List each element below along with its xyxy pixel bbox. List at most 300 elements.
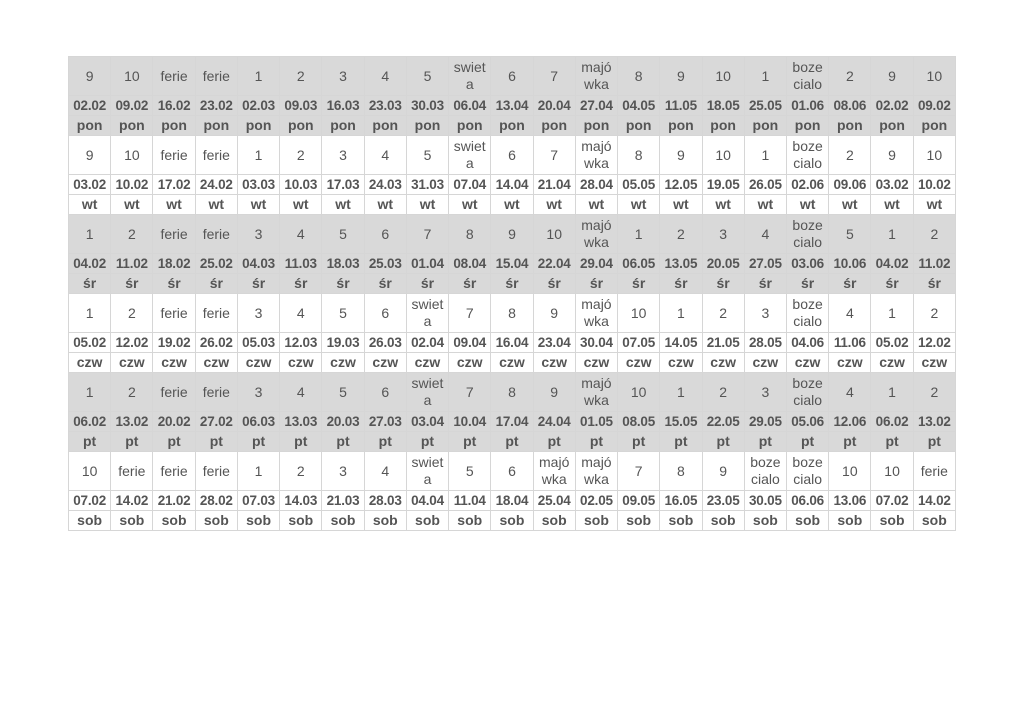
weekday-cell: czw bbox=[913, 353, 955, 373]
weekday-cell: pt bbox=[69, 432, 111, 452]
lesson-cell: 2 bbox=[829, 136, 871, 175]
date-cell: 02.02 bbox=[69, 96, 111, 116]
lesson-cell: 1 bbox=[69, 294, 111, 333]
lesson-cell: 2 bbox=[913, 373, 955, 412]
lesson-cell: swiet a bbox=[406, 373, 448, 412]
date-cell: 02.02 bbox=[871, 96, 913, 116]
date-cell: 26.02 bbox=[195, 333, 237, 353]
weekday-cell: śr bbox=[744, 274, 786, 294]
lesson-row-wednesday bbox=[69, 215, 956, 254]
lesson-cell: 1 bbox=[237, 452, 279, 491]
date-cell: 10.02 bbox=[111, 175, 153, 195]
lesson-cell: 4 bbox=[280, 373, 322, 412]
lesson-row-thursday bbox=[69, 294, 956, 333]
lesson-cell: swiet a bbox=[406, 452, 448, 491]
date-cell: 28.05 bbox=[744, 333, 786, 353]
date-cell: 07.02 bbox=[871, 491, 913, 511]
weekday-cell: pt bbox=[111, 432, 153, 452]
lesson-cell: 9 bbox=[660, 136, 702, 175]
weekday-cell: wt bbox=[829, 195, 871, 215]
weekday-row-thursday bbox=[69, 353, 956, 373]
date-cell: 03.02 bbox=[69, 175, 111, 195]
lesson-cell: majó wka bbox=[575, 57, 617, 96]
weekday-cell: czw bbox=[786, 353, 828, 373]
weekday-cell: pt bbox=[702, 432, 744, 452]
date-cell: 06.02 bbox=[69, 412, 111, 432]
lesson-cell: 7 bbox=[406, 215, 448, 254]
date-cell: 07.03 bbox=[237, 491, 279, 511]
lesson-cell: 5 bbox=[322, 373, 364, 412]
lesson-cell: majó wka bbox=[575, 294, 617, 333]
date-cell: 14.03 bbox=[280, 491, 322, 511]
date-cell: 14.04 bbox=[491, 175, 533, 195]
date-cell: 06.05 bbox=[618, 254, 660, 274]
date-cell: 31.03 bbox=[406, 175, 448, 195]
lesson-cell: 9 bbox=[660, 57, 702, 96]
weekday-cell: pon bbox=[322, 116, 364, 136]
weekday-cell: czw bbox=[322, 353, 364, 373]
date-cell: 02.05 bbox=[575, 491, 617, 511]
lesson-cell: 10 bbox=[618, 294, 660, 333]
lesson-cell: 1 bbox=[871, 294, 913, 333]
weekday-cell: pon bbox=[871, 116, 913, 136]
weekday-cell: pt bbox=[744, 432, 786, 452]
weekday-cell: sob bbox=[69, 511, 111, 531]
weekday-cell: pon bbox=[786, 116, 828, 136]
lesson-cell: 6 bbox=[491, 452, 533, 491]
lesson-cell: 6 bbox=[364, 294, 406, 333]
lesson-cell: ferie bbox=[153, 136, 195, 175]
weekday-cell: pt bbox=[533, 432, 575, 452]
lesson-cell: 1 bbox=[871, 373, 913, 412]
weekday-cell: pon bbox=[153, 116, 195, 136]
weekday-cell: pt bbox=[618, 432, 660, 452]
weekday-cell: sob bbox=[491, 511, 533, 531]
lesson-cell: 5 bbox=[449, 452, 491, 491]
date-cell: 30.04 bbox=[575, 333, 617, 353]
lesson-cell: 3 bbox=[237, 294, 279, 333]
lesson-cell: 5 bbox=[406, 57, 448, 96]
date-cell: 04.04 bbox=[406, 491, 448, 511]
lesson-row-tuesday bbox=[69, 136, 956, 175]
lesson-cell: 9 bbox=[533, 294, 575, 333]
date-cell: 05.06 bbox=[786, 412, 828, 432]
lesson-cell: boze cialo bbox=[786, 294, 828, 333]
weekday-cell: wt bbox=[406, 195, 448, 215]
weekday-cell: sob bbox=[786, 511, 828, 531]
date-cell: 01.04 bbox=[406, 254, 448, 274]
lesson-cell: 1 bbox=[69, 373, 111, 412]
date-cell: 18.05 bbox=[702, 96, 744, 116]
date-cell: 13.03 bbox=[280, 412, 322, 432]
lesson-cell: boze cialo bbox=[786, 136, 828, 175]
date-cell: 12.02 bbox=[111, 333, 153, 353]
date-cell: 25.02 bbox=[195, 254, 237, 274]
weekday-cell: wt bbox=[660, 195, 702, 215]
date-cell: 23.02 bbox=[195, 96, 237, 116]
weekday-cell: śr bbox=[322, 274, 364, 294]
date-cell: 05.02 bbox=[871, 333, 913, 353]
date-cell: 12.02 bbox=[913, 333, 955, 353]
date-cell: 14.02 bbox=[111, 491, 153, 511]
weekday-cell: sob bbox=[744, 511, 786, 531]
lesson-cell: boze cialo bbox=[786, 57, 828, 96]
weekday-cell: czw bbox=[195, 353, 237, 373]
weekday-cell: pon bbox=[111, 116, 153, 136]
lesson-cell: 10 bbox=[618, 373, 660, 412]
lesson-cell: 3 bbox=[237, 215, 279, 254]
weekday-cell: śr bbox=[575, 274, 617, 294]
lesson-cell: 2 bbox=[702, 373, 744, 412]
date-cell: 02.04 bbox=[406, 333, 448, 353]
lesson-cell: 3 bbox=[322, 452, 364, 491]
weekday-cell: pon bbox=[660, 116, 702, 136]
lesson-cell: boze cialo bbox=[786, 452, 828, 491]
weekday-cell: sob bbox=[829, 511, 871, 531]
weekday-cell: wt bbox=[491, 195, 533, 215]
lesson-cell: 9 bbox=[871, 57, 913, 96]
weekday-cell: sob bbox=[322, 511, 364, 531]
lesson-cell: 4 bbox=[744, 215, 786, 254]
weekday-cell: sob bbox=[406, 511, 448, 531]
weekday-cell: pt bbox=[660, 432, 702, 452]
lesson-cell: 3 bbox=[237, 373, 279, 412]
weekday-cell: pt bbox=[786, 432, 828, 452]
lesson-cell: 5 bbox=[406, 136, 448, 175]
weekday-cell: czw bbox=[111, 353, 153, 373]
weekday-cell: śr bbox=[69, 274, 111, 294]
weekday-cell: wt bbox=[533, 195, 575, 215]
weekday-cell: czw bbox=[618, 353, 660, 373]
date-cell: 28.02 bbox=[195, 491, 237, 511]
lesson-cell: ferie bbox=[913, 452, 955, 491]
lesson-cell: 4 bbox=[364, 136, 406, 175]
weekday-row-friday bbox=[69, 432, 956, 452]
weekday-cell: sob bbox=[280, 511, 322, 531]
weekday-cell: sob bbox=[575, 511, 617, 531]
weekday-cell: śr bbox=[533, 274, 575, 294]
date-cell: 05.02 bbox=[69, 333, 111, 353]
lesson-cell: 4 bbox=[280, 294, 322, 333]
lesson-cell: 5 bbox=[829, 215, 871, 254]
date-row-thursday bbox=[69, 333, 956, 353]
lesson-cell: 2 bbox=[829, 57, 871, 96]
date-cell: 13.04 bbox=[491, 96, 533, 116]
lesson-cell: 8 bbox=[618, 136, 660, 175]
lesson-cell: 8 bbox=[618, 57, 660, 96]
date-cell: 17.04 bbox=[491, 412, 533, 432]
date-cell: 16.04 bbox=[491, 333, 533, 353]
date-cell: 13.02 bbox=[913, 412, 955, 432]
weekday-cell: wt bbox=[364, 195, 406, 215]
date-cell: 19.05 bbox=[702, 175, 744, 195]
weekday-cell: pon bbox=[406, 116, 448, 136]
lesson-cell: 10 bbox=[69, 452, 111, 491]
weekday-cell: sob bbox=[533, 511, 575, 531]
lesson-cell: ferie bbox=[153, 215, 195, 254]
date-cell: 11.06 bbox=[829, 333, 871, 353]
lesson-cell: 10 bbox=[111, 57, 153, 96]
date-cell: 13.06 bbox=[829, 491, 871, 511]
date-cell: 10.03 bbox=[280, 175, 322, 195]
weekday-cell: śr bbox=[280, 274, 322, 294]
lesson-cell: 8 bbox=[491, 373, 533, 412]
lesson-cell: swiet a bbox=[449, 57, 491, 96]
lesson-cell: ferie bbox=[153, 452, 195, 491]
lesson-cell: 10 bbox=[913, 136, 955, 175]
weekday-cell: czw bbox=[702, 353, 744, 373]
date-cell: 09.06 bbox=[829, 175, 871, 195]
lesson-cell: ferie bbox=[153, 294, 195, 333]
weekday-cell: śr bbox=[153, 274, 195, 294]
weekday-cell: pt bbox=[871, 432, 913, 452]
date-cell: 21.02 bbox=[153, 491, 195, 511]
lesson-cell: 8 bbox=[449, 215, 491, 254]
lesson-cell: 9 bbox=[69, 57, 111, 96]
lesson-cell: 2 bbox=[913, 215, 955, 254]
weekday-cell: wt bbox=[195, 195, 237, 215]
weekday-cell: śr bbox=[829, 274, 871, 294]
weekday-cell: śr bbox=[786, 274, 828, 294]
lesson-cell: 3 bbox=[744, 294, 786, 333]
weekday-cell: sob bbox=[195, 511, 237, 531]
weekday-cell: wt bbox=[575, 195, 617, 215]
date-cell: 07.05 bbox=[618, 333, 660, 353]
date-cell: 05.03 bbox=[237, 333, 279, 353]
date-cell: 11.02 bbox=[111, 254, 153, 274]
lesson-cell: 3 bbox=[322, 136, 364, 175]
lesson-cell: 1 bbox=[237, 136, 279, 175]
lesson-cell: 4 bbox=[280, 215, 322, 254]
lesson-cell: swiet a bbox=[406, 294, 448, 333]
date-cell: 12.03 bbox=[280, 333, 322, 353]
date-cell: 04.03 bbox=[237, 254, 279, 274]
lesson-cell: 10 bbox=[913, 57, 955, 96]
date-cell: 02.06 bbox=[786, 175, 828, 195]
weekday-cell: śr bbox=[660, 274, 702, 294]
date-cell: 22.05 bbox=[702, 412, 744, 432]
weekday-cell: pt bbox=[829, 432, 871, 452]
date-cell: 30.05 bbox=[744, 491, 786, 511]
weekday-cell: śr bbox=[871, 274, 913, 294]
date-cell: 07.04 bbox=[449, 175, 491, 195]
date-cell: 07.02 bbox=[69, 491, 111, 511]
lesson-cell: ferie bbox=[195, 294, 237, 333]
lesson-cell: 6 bbox=[491, 57, 533, 96]
lesson-cell: 9 bbox=[871, 136, 913, 175]
lesson-cell: 1 bbox=[744, 57, 786, 96]
lesson-cell: swiet a bbox=[449, 136, 491, 175]
weekday-cell: wt bbox=[702, 195, 744, 215]
weekday-cell: pon bbox=[491, 116, 533, 136]
date-cell: 02.03 bbox=[237, 96, 279, 116]
date-cell: 09.05 bbox=[618, 491, 660, 511]
lesson-cell: 2 bbox=[913, 294, 955, 333]
date-cell: 24.02 bbox=[195, 175, 237, 195]
date-cell: 06.06 bbox=[786, 491, 828, 511]
lesson-cell: 7 bbox=[449, 294, 491, 333]
date-cell: 18.04 bbox=[491, 491, 533, 511]
weekday-cell: czw bbox=[153, 353, 195, 373]
lesson-cell: 2 bbox=[702, 294, 744, 333]
date-cell: 16.03 bbox=[322, 96, 364, 116]
lesson-cell: 1 bbox=[871, 215, 913, 254]
weekday-cell: sob bbox=[913, 511, 955, 531]
weekday-cell: pt bbox=[195, 432, 237, 452]
weekday-cell: śr bbox=[913, 274, 955, 294]
date-cell: 13.02 bbox=[111, 412, 153, 432]
weekday-row-tuesday bbox=[69, 195, 956, 215]
lesson-row-friday bbox=[69, 373, 956, 412]
lesson-cell: 4 bbox=[829, 294, 871, 333]
date-cell: 03.06 bbox=[786, 254, 828, 274]
weekday-cell: pt bbox=[406, 432, 448, 452]
date-cell: 17.03 bbox=[322, 175, 364, 195]
lesson-cell: ferie bbox=[195, 136, 237, 175]
date-cell: 10.02 bbox=[913, 175, 955, 195]
weekday-cell: pon bbox=[237, 116, 279, 136]
lesson-cell: 10 bbox=[111, 136, 153, 175]
date-cell: 06.04 bbox=[449, 96, 491, 116]
weekday-cell: pon bbox=[618, 116, 660, 136]
weekday-cell: pon bbox=[69, 116, 111, 136]
weekday-row-wednesday bbox=[69, 274, 956, 294]
date-cell: 06.02 bbox=[871, 412, 913, 432]
lesson-cell: 6 bbox=[364, 215, 406, 254]
lesson-cell: ferie bbox=[195, 57, 237, 96]
weekday-cell: pon bbox=[913, 116, 955, 136]
lesson-cell: 3 bbox=[744, 373, 786, 412]
date-cell: 06.03 bbox=[237, 412, 279, 432]
weekday-cell: wt bbox=[69, 195, 111, 215]
date-cell: 03.04 bbox=[406, 412, 448, 432]
date-cell: 19.02 bbox=[153, 333, 195, 353]
lesson-cell: 2 bbox=[111, 215, 153, 254]
weekday-cell: wt bbox=[871, 195, 913, 215]
date-cell: 27.05 bbox=[744, 254, 786, 274]
date-row-tuesday bbox=[69, 175, 956, 195]
date-cell: 09.04 bbox=[449, 333, 491, 353]
weekday-cell: sob bbox=[871, 511, 913, 531]
lesson-cell: 9 bbox=[491, 215, 533, 254]
weekday-cell: czw bbox=[406, 353, 448, 373]
date-cell: 03.02 bbox=[871, 175, 913, 195]
date-cell: 08.06 bbox=[829, 96, 871, 116]
date-cell: 23.05 bbox=[702, 491, 744, 511]
weekday-cell: czw bbox=[744, 353, 786, 373]
lesson-cell: majó wka bbox=[575, 373, 617, 412]
date-cell: 29.04 bbox=[575, 254, 617, 274]
date-cell: 09.02 bbox=[913, 96, 955, 116]
schedule-table bbox=[68, 56, 956, 531]
date-cell: 25.03 bbox=[364, 254, 406, 274]
lesson-cell: 7 bbox=[449, 373, 491, 412]
date-cell: 25.04 bbox=[533, 491, 575, 511]
weekday-cell: sob bbox=[702, 511, 744, 531]
lesson-cell: 1 bbox=[660, 373, 702, 412]
date-cell: 01.06 bbox=[786, 96, 828, 116]
weekday-row-saturday bbox=[69, 511, 956, 531]
date-cell: 27.02 bbox=[195, 412, 237, 432]
lesson-cell: ferie bbox=[195, 452, 237, 491]
lesson-cell: 1 bbox=[660, 294, 702, 333]
weekday-cell: pon bbox=[280, 116, 322, 136]
weekday-cell: wt bbox=[786, 195, 828, 215]
lesson-cell: 2 bbox=[111, 373, 153, 412]
lesson-cell: 2 bbox=[280, 57, 322, 96]
date-cell: 21.04 bbox=[533, 175, 575, 195]
date-cell: 10.06 bbox=[829, 254, 871, 274]
date-row-saturday bbox=[69, 491, 956, 511]
date-cell: 26.05 bbox=[744, 175, 786, 195]
date-cell: 08.05 bbox=[618, 412, 660, 432]
lesson-cell: 1 bbox=[237, 57, 279, 96]
weekday-cell: wt bbox=[280, 195, 322, 215]
date-cell: 15.05 bbox=[660, 412, 702, 432]
weekday-cell: pt bbox=[449, 432, 491, 452]
lesson-cell: 2 bbox=[280, 136, 322, 175]
weekday-cell: śr bbox=[618, 274, 660, 294]
weekday-cell: pt bbox=[322, 432, 364, 452]
weekday-cell: śr bbox=[237, 274, 279, 294]
lesson-row-saturday bbox=[69, 452, 956, 491]
weekday-cell: pt bbox=[237, 432, 279, 452]
weekday-cell: pon bbox=[449, 116, 491, 136]
lesson-cell: 1 bbox=[69, 215, 111, 254]
weekday-cell: wt bbox=[111, 195, 153, 215]
date-cell: 17.02 bbox=[153, 175, 195, 195]
weekday-cell: czw bbox=[871, 353, 913, 373]
date-cell: 27.04 bbox=[575, 96, 617, 116]
date-cell: 05.05 bbox=[618, 175, 660, 195]
lesson-cell: boze cialo bbox=[786, 215, 828, 254]
lesson-cell: 3 bbox=[322, 57, 364, 96]
weekday-cell: czw bbox=[449, 353, 491, 373]
lesson-cell: 10 bbox=[533, 215, 575, 254]
date-cell: 28.04 bbox=[575, 175, 617, 195]
date-cell: 22.04 bbox=[533, 254, 575, 274]
date-cell: 08.04 bbox=[449, 254, 491, 274]
lesson-cell: 10 bbox=[829, 452, 871, 491]
date-cell: 16.02 bbox=[153, 96, 195, 116]
weekday-cell: czw bbox=[575, 353, 617, 373]
weekday-cell: pon bbox=[533, 116, 575, 136]
lesson-cell: 7 bbox=[618, 452, 660, 491]
date-cell: 11.05 bbox=[660, 96, 702, 116]
date-cell: 20.05 bbox=[702, 254, 744, 274]
lesson-cell: 6 bbox=[364, 373, 406, 412]
weekday-cell: pon bbox=[575, 116, 617, 136]
date-cell: 01.05 bbox=[575, 412, 617, 432]
weekday-cell: czw bbox=[660, 353, 702, 373]
lesson-cell: 9 bbox=[533, 373, 575, 412]
lesson-cell: 10 bbox=[702, 136, 744, 175]
date-cell: 20.03 bbox=[322, 412, 364, 432]
lesson-cell: boze cialo bbox=[786, 373, 828, 412]
weekday-cell: wt bbox=[913, 195, 955, 215]
lesson-cell: 2 bbox=[111, 294, 153, 333]
weekday-cell: pt bbox=[364, 432, 406, 452]
lesson-cell: 6 bbox=[491, 136, 533, 175]
date-cell: 20.04 bbox=[533, 96, 575, 116]
date-cell: 12.05 bbox=[660, 175, 702, 195]
date-cell: 11.03 bbox=[280, 254, 322, 274]
lesson-cell: 7 bbox=[533, 136, 575, 175]
date-cell: 04.06 bbox=[786, 333, 828, 353]
lesson-cell: 2 bbox=[280, 452, 322, 491]
date-cell: 30.03 bbox=[406, 96, 448, 116]
weekday-cell: czw bbox=[237, 353, 279, 373]
